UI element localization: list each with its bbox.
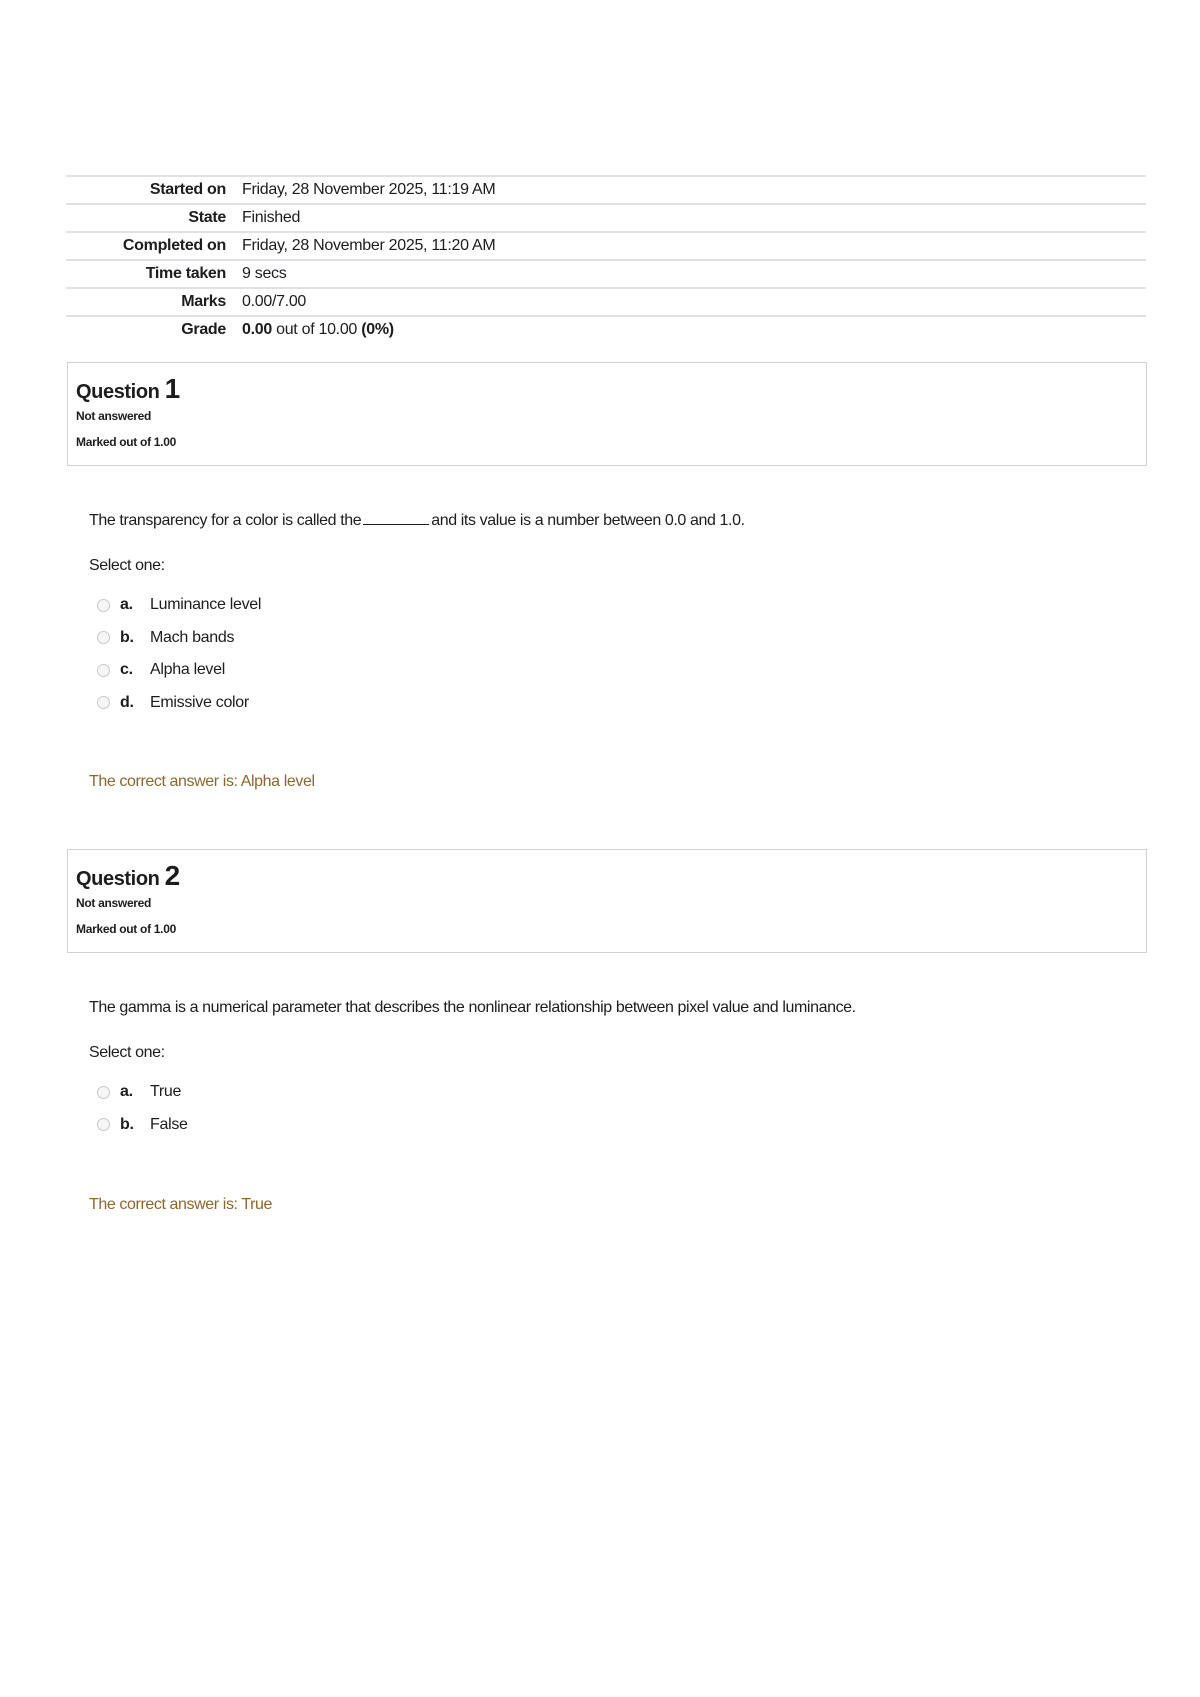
summary-row-state bbox=[66, 204, 1146, 232]
correct-answer-feedback: The correct answer is: Alpha level bbox=[89, 773, 315, 790]
summary-label: Completed on bbox=[122, 237, 226, 254]
option-letter: c. bbox=[120, 661, 133, 679]
answer-list bbox=[97, 1076, 188, 1141]
question-title-word: Question bbox=[76, 868, 160, 890]
summary-label: State bbox=[188, 209, 226, 226]
option-letter: a. bbox=[120, 596, 133, 614]
radio-button[interactable] bbox=[97, 1086, 110, 1099]
answer-option-a[interactable] bbox=[97, 589, 261, 622]
option-label: Alpha level bbox=[150, 661, 225, 679]
summary-row-time-taken bbox=[66, 260, 1146, 288]
radio-button[interactable] bbox=[97, 696, 110, 709]
option-letter: a. bbox=[120, 1083, 133, 1101]
fill-in-blank bbox=[363, 524, 429, 525]
radio-button[interactable] bbox=[97, 1118, 110, 1131]
summary-row-completed bbox=[66, 232, 1146, 260]
summary-label: Time taken bbox=[145, 265, 226, 282]
grade-out-of: out of 10.00 bbox=[276, 321, 358, 338]
summary-label: Marks bbox=[181, 293, 226, 310]
option-label: True bbox=[150, 1083, 182, 1101]
answer-option-b[interactable] bbox=[97, 1109, 188, 1142]
summary-row-marks bbox=[66, 288, 1146, 316]
question-marked-out-of: Marked out of 1.00 bbox=[76, 922, 176, 936]
option-label: Mach bands bbox=[150, 628, 235, 646]
question-title bbox=[76, 860, 1138, 892]
question-title-word: Question bbox=[76, 381, 160, 403]
summary-value: 0.00/7.00 bbox=[242, 293, 307, 310]
summary-value bbox=[242, 316, 1146, 343]
question-text-after: and its value is a number between 0.0 and 1.0. bbox=[431, 512, 745, 529]
radio-button[interactable] bbox=[97, 599, 110, 612]
option-letter: b. bbox=[120, 628, 134, 646]
summary-value: Friday, 28 November 2025, 11:20 AM bbox=[242, 237, 496, 254]
answer-option-d[interactable] bbox=[97, 687, 261, 720]
option-letter: d. bbox=[120, 693, 134, 711]
question-text-before: The transparency for a color is called the bbox=[89, 512, 362, 529]
question-info-box bbox=[67, 849, 1147, 953]
quiz-summary-table bbox=[66, 175, 1146, 343]
grade-percent: (0%) bbox=[361, 321, 394, 338]
answer-option-b[interactable] bbox=[97, 622, 261, 655]
question-state: Not answered bbox=[76, 409, 152, 423]
question-text bbox=[89, 512, 745, 530]
correct-answer-feedback: The correct answer is: True bbox=[89, 1196, 273, 1213]
question-marked-out-of: Marked out of 1.00 bbox=[76, 435, 176, 449]
question-number: 1 bbox=[164, 373, 180, 404]
question-info-box bbox=[67, 362, 1147, 466]
summary-label: Grade bbox=[181, 321, 226, 338]
question-number: 2 bbox=[164, 860, 180, 891]
radio-button[interactable] bbox=[97, 664, 110, 677]
summary-row-started bbox=[66, 176, 1146, 204]
option-label: Luminance level bbox=[150, 596, 262, 614]
select-one-prompt: Select one: bbox=[89, 557, 165, 574]
summary-value: Finished bbox=[242, 209, 301, 226]
question-state: Not answered bbox=[76, 896, 152, 910]
grade-value: 0.00 bbox=[242, 321, 272, 338]
option-label: Emissive color bbox=[150, 693, 249, 711]
question-title bbox=[76, 373, 1138, 405]
option-letter: b. bbox=[120, 1115, 134, 1133]
summary-label: Started on bbox=[149, 181, 226, 198]
option-label: False bbox=[150, 1115, 188, 1133]
summary-value: Friday, 28 November 2025, 11:19 AM bbox=[242, 181, 496, 198]
answer-option-c[interactable] bbox=[97, 654, 261, 687]
question-text: The gamma is a numerical parameter that describes the nonlinear relationship between pixel value and luminance. bbox=[89, 999, 856, 1016]
summary-row-grade bbox=[66, 316, 1146, 343]
summary-value: 9 secs bbox=[242, 265, 287, 282]
answer-list bbox=[97, 589, 261, 719]
answer-option-a[interactable] bbox=[97, 1076, 188, 1109]
select-one-prompt: Select one: bbox=[89, 1044, 165, 1061]
radio-button[interactable] bbox=[97, 631, 110, 644]
